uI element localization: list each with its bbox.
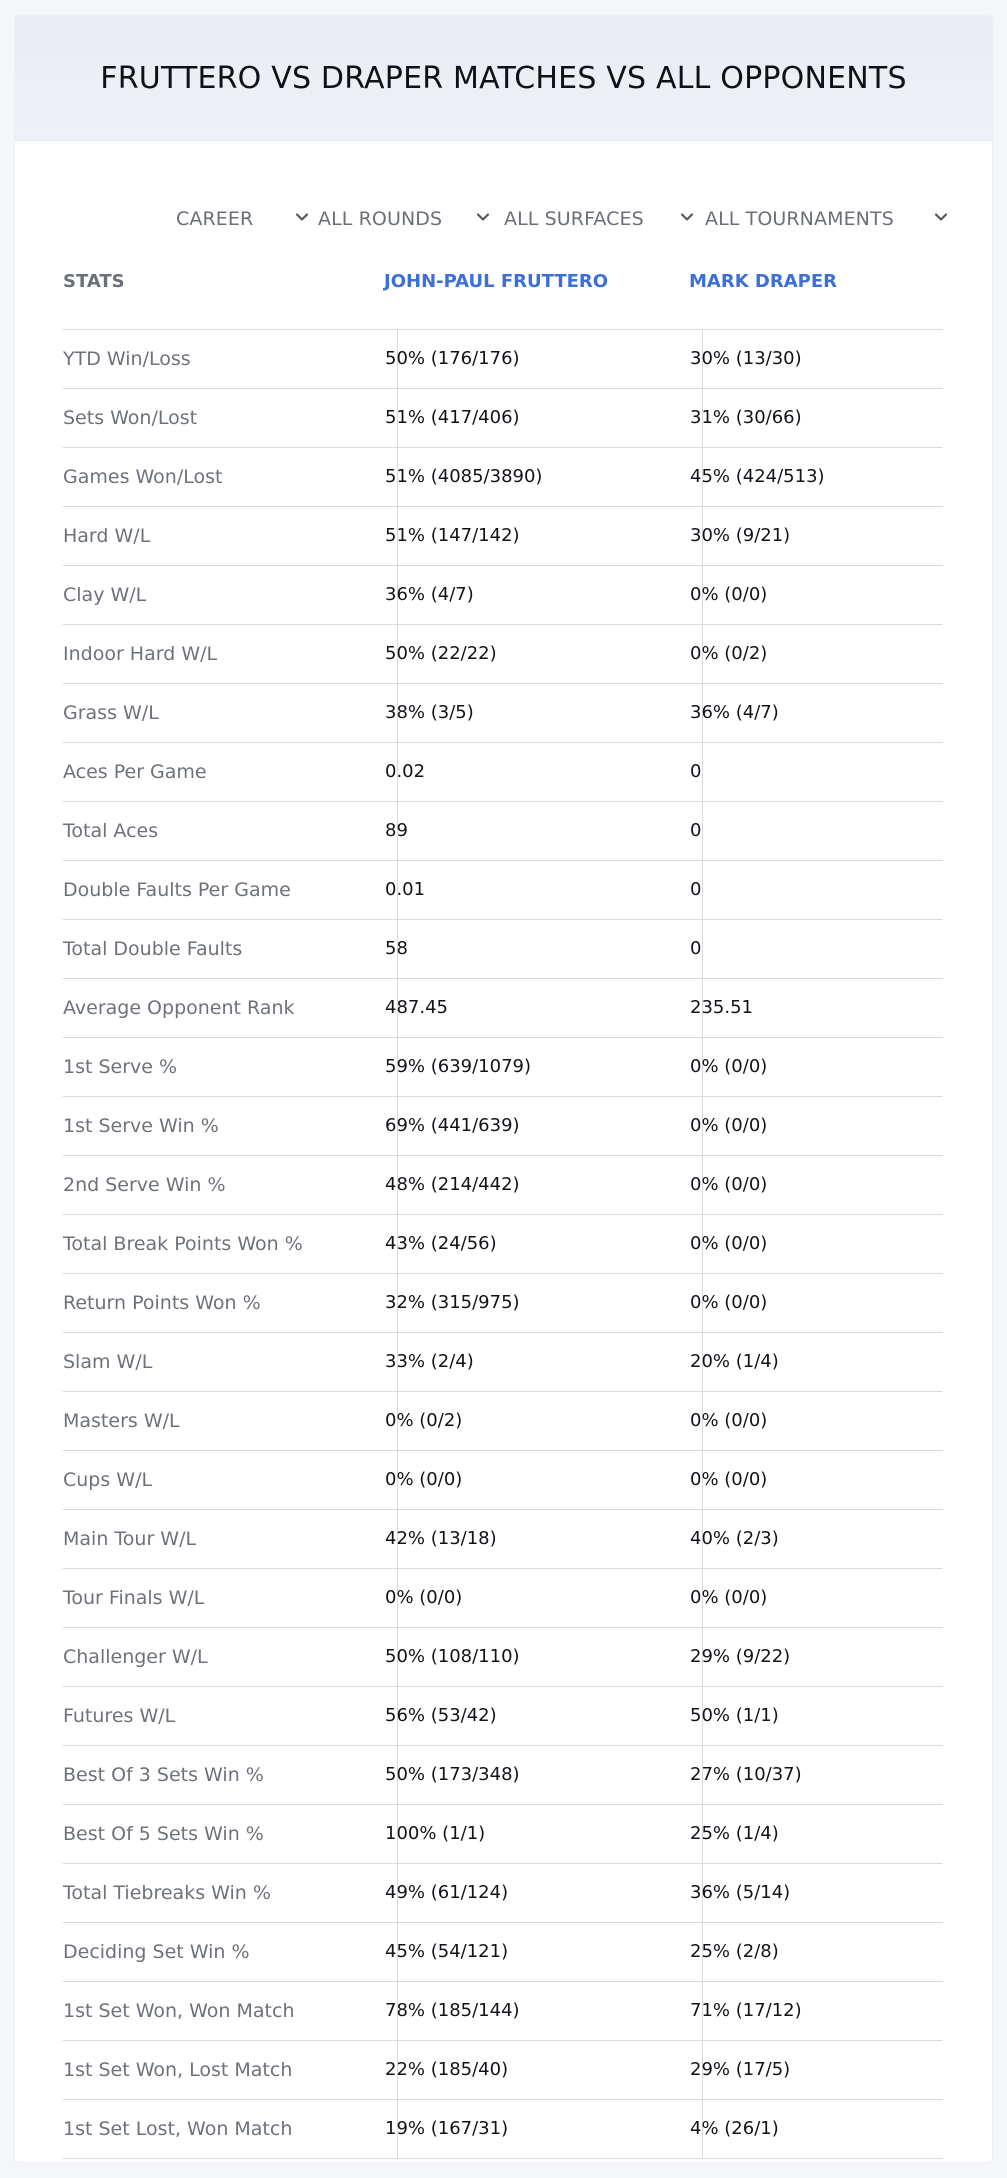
table-row (63, 861, 943, 920)
table-row (63, 1392, 943, 1451)
stat-label: Double Faults Per Game (63, 879, 291, 901)
stat-label: Grass W/L (63, 702, 159, 724)
chevron-down-icon (933, 209, 949, 225)
player1-value: 38% (3/5) (385, 702, 474, 723)
table-row (63, 1451, 943, 1510)
player1-value: 0% (0/0) (385, 1469, 463, 1490)
filter-surfaces-label: ALL SURFACES (504, 208, 644, 230)
table-row (63, 1215, 943, 1274)
table-row (63, 2041, 943, 2100)
player1-value: 78% (185/144) (385, 2000, 520, 2021)
stat-label: 1st Set Won, Lost Match (63, 2059, 293, 2081)
player2-value: 25% (1/4) (690, 1823, 779, 1844)
stat-label: Hard W/L (63, 525, 151, 547)
player2-value: 30% (9/21) (690, 525, 791, 546)
player1-value: 0% (0/0) (385, 1587, 463, 1608)
stat-label: Total Break Points Won % (63, 1233, 303, 1255)
table-row (63, 1333, 943, 1392)
player1-value: 36% (4/7) (385, 584, 474, 605)
table-row (63, 920, 943, 979)
chevron-down-icon (679, 209, 695, 225)
player2-value: 0% (0/0) (690, 1174, 768, 1195)
player1-value: 56% (53/42) (385, 1705, 497, 1726)
player1-value: 19% (167/31) (385, 2118, 509, 2139)
player2-value: 0% (0/0) (690, 1587, 768, 1608)
stat-label: Futures W/L (63, 1705, 176, 1727)
filter-period-dropdown[interactable] (176, 189, 316, 249)
stat-label: 2nd Serve Win % (63, 1174, 226, 1196)
stat-label: Sets Won/Lost (63, 407, 198, 429)
player1-value: 0.01 (385, 879, 426, 900)
player1-value: 69% (441/639) (385, 1115, 520, 1136)
table-row (63, 1923, 943, 1982)
player2-value: 45% (424/513) (690, 466, 825, 487)
stat-label: Challenger W/L (63, 1646, 208, 1668)
table-body (63, 330, 943, 2159)
table-row (63, 802, 943, 861)
stat-label: 1st Set Won, Won Match (63, 2000, 295, 2022)
player2-value: 0% (0/0) (690, 1115, 768, 1136)
table-row (63, 330, 943, 389)
table-row (63, 1569, 943, 1628)
table-row (63, 389, 943, 448)
player1-value: 487.45 (385, 997, 448, 1018)
player2-value: 25% (2/8) (690, 1941, 779, 1962)
column-divider (702, 802, 703, 860)
stat-label: Games Won/Lost (63, 466, 223, 488)
player1-value: 59% (639/1079) (385, 1056, 532, 1077)
stat-label: Cups W/L (63, 1469, 153, 1491)
column-header-stats: STATS (63, 271, 125, 292)
column-divider (702, 861, 703, 919)
player1-value: 0% (0/2) (385, 1410, 463, 1431)
player2-value: 0 (690, 820, 702, 841)
column-divider (702, 920, 703, 978)
player1-value: 50% (173/348) (385, 1764, 520, 1785)
stat-label: Main Tour W/L (63, 1528, 197, 1550)
stat-label: YTD Win/Loss (63, 348, 191, 370)
table-row (63, 2100, 943, 2159)
table-row (63, 448, 943, 507)
stat-label: Average Opponent Rank (63, 997, 295, 1019)
player1-value: 42% (13/18) (385, 1528, 497, 1549)
column-divider (702, 743, 703, 801)
player1-value: 33% (2/4) (385, 1351, 474, 1372)
player2-value: 0% (0/0) (690, 1292, 768, 1313)
stat-label: Clay W/L (63, 584, 147, 606)
player2-value: 4% (26/1) (690, 2118, 779, 2139)
table-row (63, 979, 943, 1038)
table-row (63, 1628, 943, 1687)
table-row (63, 1982, 943, 2041)
player1-value: 51% (417/406) (385, 407, 520, 428)
table-row (63, 1038, 943, 1097)
player1-value: 45% (54/121) (385, 1941, 509, 1962)
player1-value: 58 (385, 938, 408, 959)
player2-value: 0% (0/0) (690, 1056, 768, 1077)
table-row (63, 1097, 943, 1156)
table-row (63, 566, 943, 625)
stat-label: Best Of 3 Sets Win % (63, 1764, 264, 1786)
stat-label: 1st Serve Win % (63, 1115, 219, 1137)
table-row (63, 1746, 943, 1805)
player2-value: 27% (10/37) (690, 1764, 802, 1785)
player1-value: 48% (214/442) (385, 1174, 520, 1195)
table-row (63, 507, 943, 566)
player2-value: 0 (690, 938, 702, 959)
stat-label: Total Aces (63, 820, 159, 842)
table-row (63, 1274, 943, 1333)
player2-value: 0 (690, 761, 702, 782)
stat-label: 1st Set Lost, Won Match (63, 2118, 293, 2140)
table-row (63, 684, 943, 743)
player2-value: 50% (1/1) (690, 1705, 779, 1726)
player2-value: 0% (0/0) (690, 584, 768, 605)
player2-value: 20% (1/4) (690, 1351, 779, 1372)
player1-value: 50% (176/176) (385, 348, 520, 369)
player2-value: 0% (0/0) (690, 1469, 768, 1490)
player1-value: 51% (4085/3890) (385, 466, 543, 487)
filter-surfaces-dropdown[interactable] (504, 189, 704, 249)
filter-tournaments-dropdown[interactable] (705, 189, 955, 249)
player1-value: 49% (61/124) (385, 1882, 509, 1903)
player2-value: 40% (2/3) (690, 1528, 779, 1549)
stat-label: Deciding Set Win % (63, 1941, 250, 1963)
table-row (63, 743, 943, 802)
stats-table (63, 249, 943, 2159)
filter-period-label: CAREER (176, 208, 254, 230)
player2-value: 0 (690, 879, 702, 900)
filter-rounds-dropdown[interactable] (318, 189, 498, 249)
stat-label: Total Tiebreaks Win % (63, 1882, 271, 1904)
player2-value: 30% (13/30) (690, 348, 802, 369)
stat-label: Slam W/L (63, 1351, 153, 1373)
player2-value: 235.51 (690, 997, 753, 1018)
player2-value: 0% (0/0) (690, 1410, 768, 1431)
stat-label: Indoor Hard W/L (63, 643, 218, 665)
table-row (63, 625, 943, 684)
filter-rounds-label: ALL ROUNDS (318, 208, 443, 230)
table-header (63, 249, 943, 330)
card-header (15, 16, 992, 141)
stats-card (15, 16, 992, 2162)
stat-label: Aces Per Game (63, 761, 207, 783)
player2-value: 0% (0/2) (690, 643, 768, 664)
column-header-player1[interactable]: JOHN-PAUL FRUTTERO (384, 271, 609, 292)
player1-value: 0.02 (385, 761, 426, 782)
table-row (63, 1805, 943, 1864)
chevron-down-icon (294, 209, 310, 225)
chevron-down-icon (475, 209, 491, 225)
stat-label: Total Double Faults (63, 938, 243, 960)
player1-value: 22% (185/40) (385, 2059, 509, 2080)
player2-value: 29% (17/5) (690, 2059, 791, 2080)
player1-value: 51% (147/142) (385, 525, 520, 546)
filter-tournaments-label: ALL TOURNAMENTS (705, 208, 894, 230)
player1-value: 32% (315/975) (385, 1292, 520, 1313)
stat-label: Best Of 5 Sets Win % (63, 1823, 264, 1845)
stat-label: 1st Serve % (63, 1056, 178, 1078)
table-row (63, 1687, 943, 1746)
stat-label: Masters W/L (63, 1410, 180, 1432)
player2-value: 36% (5/14) (690, 1882, 791, 1903)
player2-value: 0% (0/0) (690, 1233, 768, 1254)
player2-value: 71% (17/12) (690, 2000, 802, 2021)
table-row (63, 1864, 943, 1923)
table-row (63, 1510, 943, 1569)
player2-value: 29% (9/22) (690, 1646, 791, 1667)
stat-label: Return Points Won % (63, 1292, 261, 1314)
player1-value: 43% (24/56) (385, 1233, 497, 1254)
player2-value: 36% (4/7) (690, 702, 779, 723)
filter-bar (15, 189, 992, 249)
player1-value: 100% (1/1) (385, 1823, 486, 1844)
player1-value: 50% (22/22) (385, 643, 497, 664)
player1-value: 50% (108/110) (385, 1646, 520, 1667)
player1-value: 89 (385, 820, 408, 841)
stat-label: Tour Finals W/L (63, 1587, 205, 1609)
page-title: FRUTTERO VS DRAPER MATCHES VS ALL OPPONENTS (100, 60, 907, 96)
table-row (63, 1156, 943, 1215)
column-header-player2[interactable]: MARK DRAPER (689, 271, 837, 292)
player2-value: 31% (30/66) (690, 407, 802, 428)
